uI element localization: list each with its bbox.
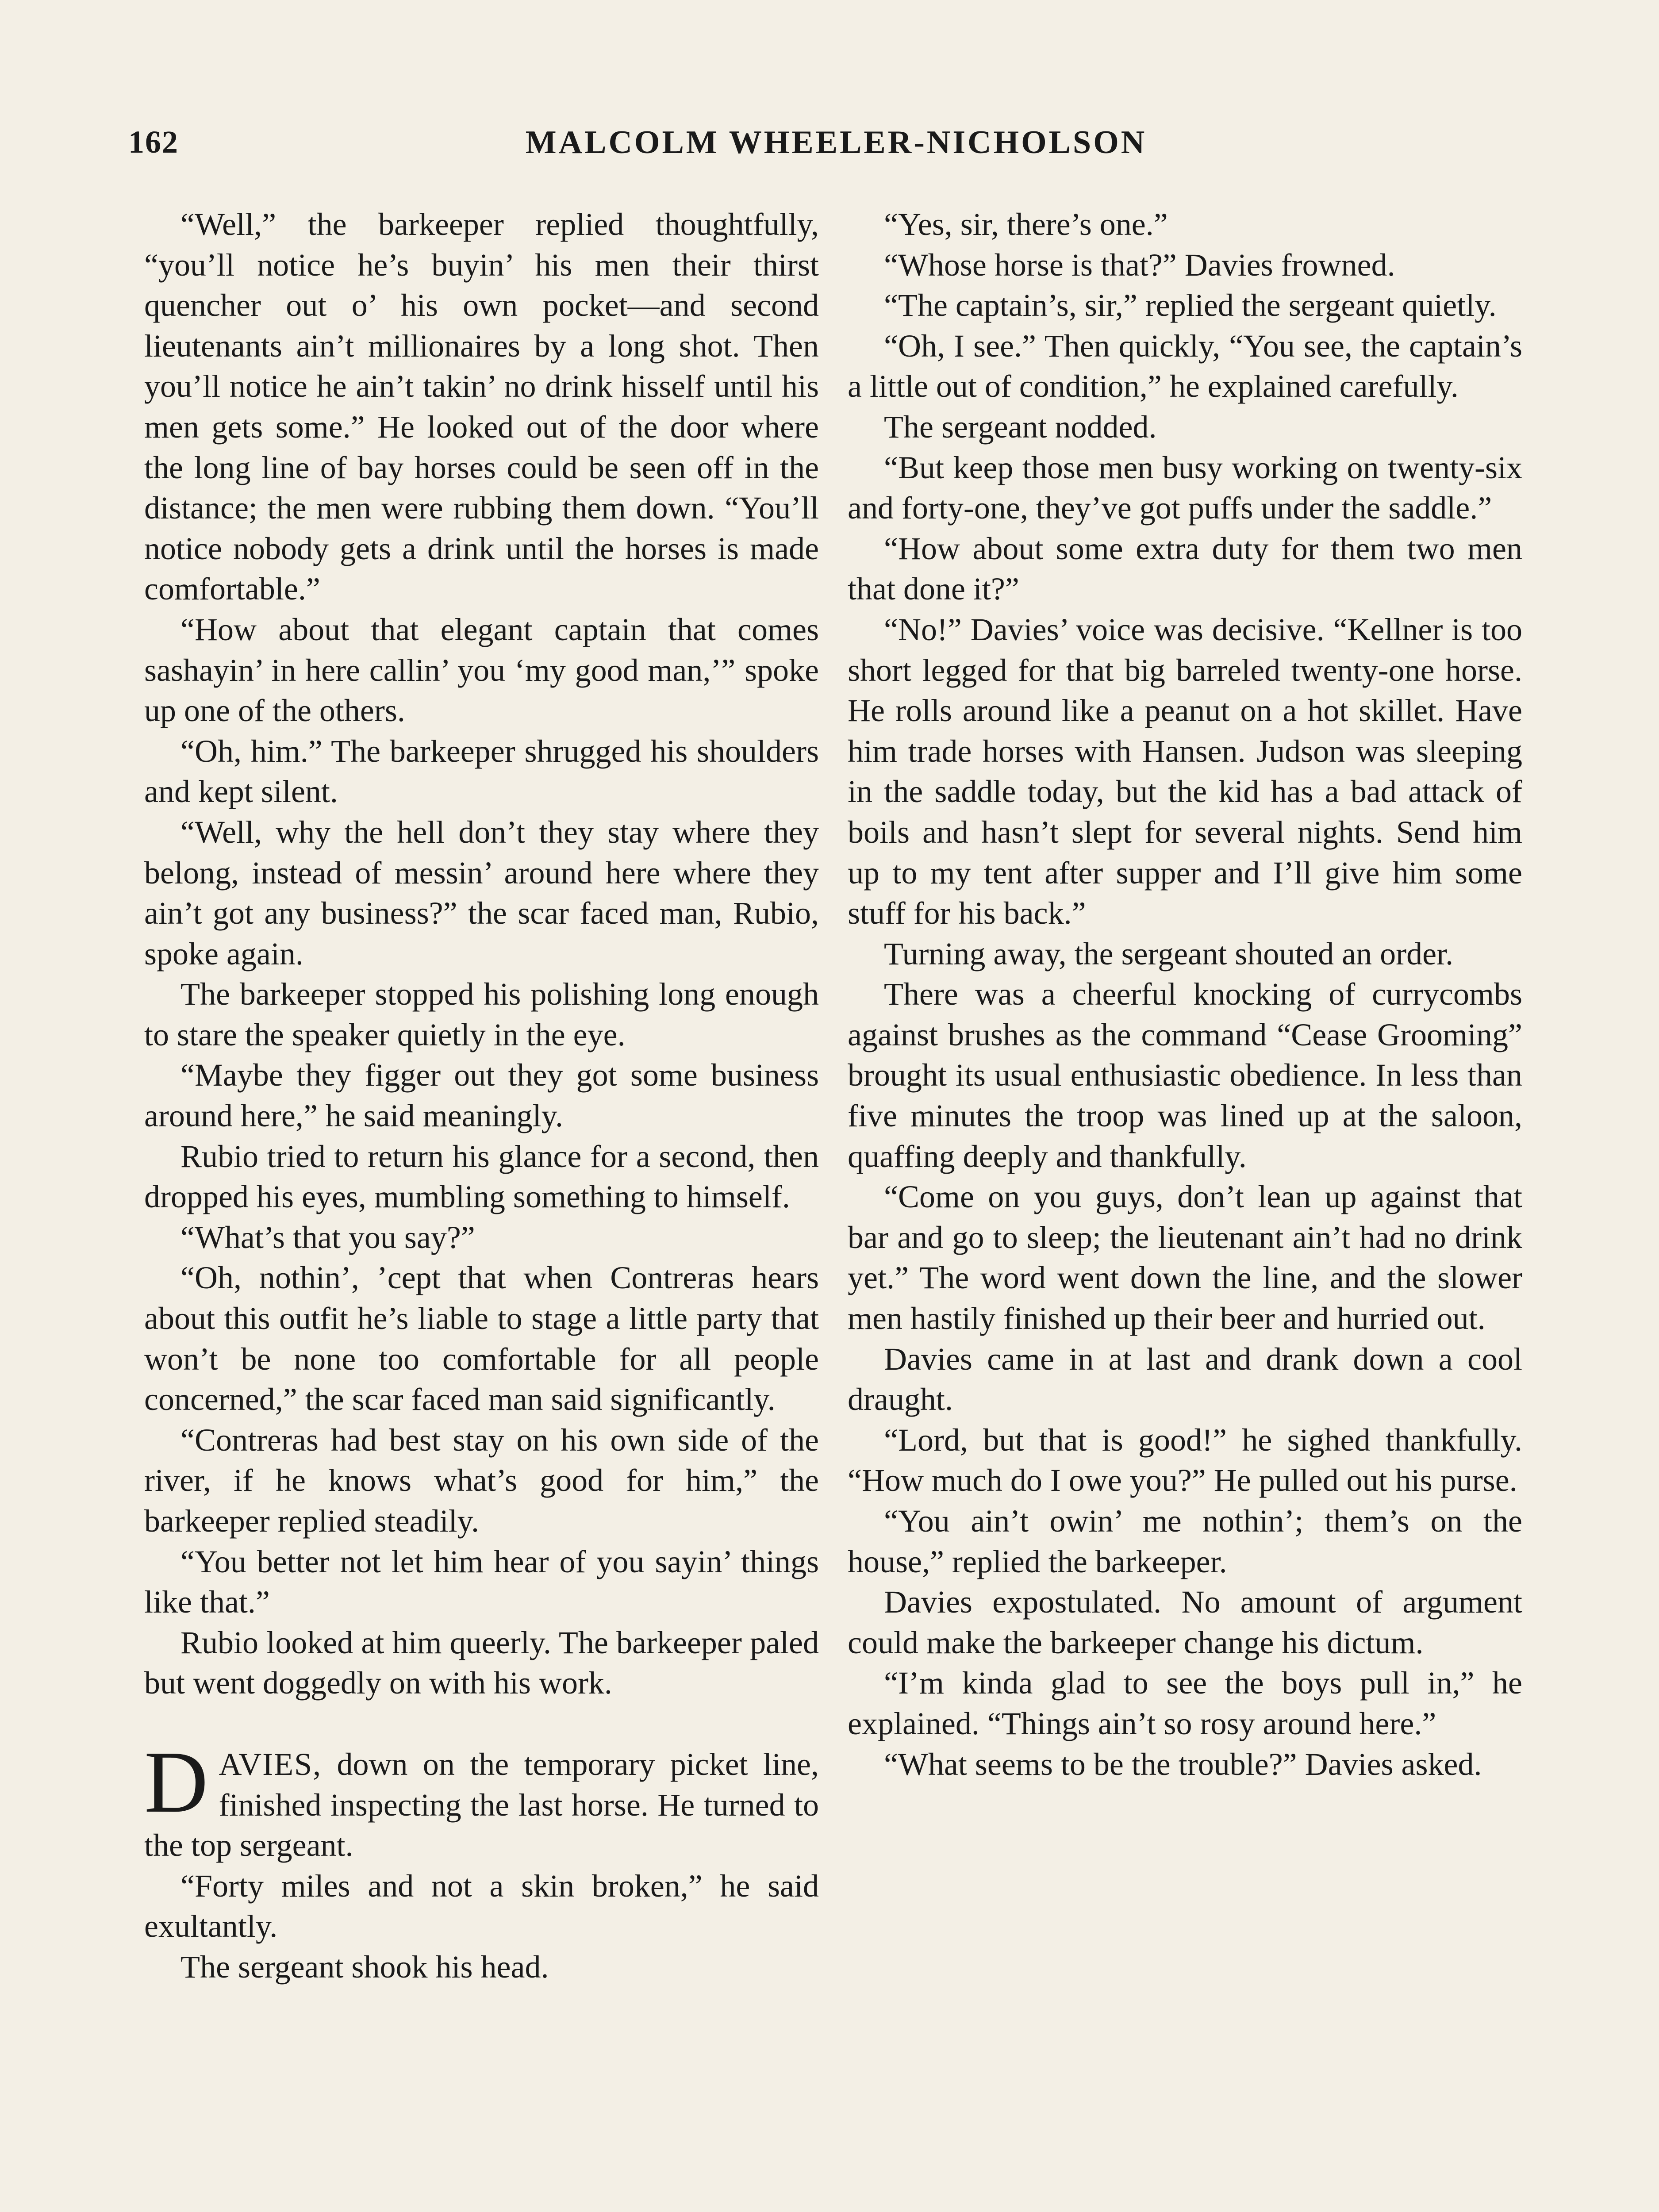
paragraph: Rubio tried to return his glance for a second, then dropped his eyes, mumbling something to himself. [144,1138,819,1215]
paragraph: “Oh, nothin’, ’cept that when Contreras hears about this outfit he’s liable to stage a little party that won’t be none too comfortable for all people concerned,” the scar faced man said significantly. [144,1260,819,1417]
paragraph: The barkeeper stopped his polishing long enough to stare the speaker quietly in the eye. [144,976,819,1052]
paragraph: “I’m kinda glad to see the boys pull in,” he explained. “Things ain’t so rosy around here.” [848,1665,1522,1741]
paragraph: The sergeant shook his head. [180,1949,549,1985]
paragraph: Rubio looked at him queerly. The barkeeper paled but went doggedly on with his work. [144,1624,819,1701]
paragraph: “Lord, but that is good!” he sighed thankfully. “How much do I owe you?” He pulled out his purse. [848,1422,1522,1498]
paragraph: “Maybe they figger out they got some business around here,” he said meaningly. [144,1057,819,1134]
paragraph: “How about that elegant captain that comes sashayin’ in here callin’ you ‘my good man,’” spoke up one of the others. [144,611,819,729]
paragraph: “Yes, sir, there’s one.” [884,207,1168,242]
section-opening-paragraph [144,1733,819,1866]
paragraph: There was a cheerful knocking of currycombs against brushes as the command “Cease Grooming” brought its usual enthusiastic obedience. In less than five minutes the troop was lined up at the saloon, quaffing deeply and thankfully. [848,976,1522,1174]
paragraph: “Oh, I see.” Then quickly, “You see, the captain’s a little out of condition,” he explained carefully. [848,328,1522,404]
left-column [144,204,819,1988]
paragraph: “Well,” the barkeeper replied thoughtfully, “you’ll notice he’s buyin’ his men their thirst quencher out o’ his own pocket—and second lieutenants ain’t millionaires by a long shot. Then you’ll notice he ain’t takin’ no drink hisself until his men gets some.” He looked out of the door where the long line of bay horses could be seen off in the distance; the men were rubbing them down. “You’ll notice nobody gets a drink until the horses is made comfortable.” [144,207,819,607]
paragraph: “What’s that you say?” [180,1219,475,1255]
paragraph: “No!” Davies’ voice was decisive. “Kellner is too short legged for that big barreled twenty-one horse. He rolls around like a peanut on a hot skillet. Have him trade horses with Hansen. Judson was sleeping in the saddle today, but the kid has a bad attack of boils and hasn’t slept for several nights. Send him up to my tent after supper and I’ll give him some stuff for his back.” [848,611,1522,931]
paragraph: “But keep those men busy working on twenty-six and forty-one, they’ve got puffs under the saddle.” [848,449,1522,526]
paragraph: Davies came in at last and drank down a cool draught. [848,1341,1522,1417]
paragraph: “Oh, him.” The barkeeper shrugged his shoulders and kept silent. [144,733,819,810]
paragraph: “Forty miles and not a skin broken,” he said exultantly. [144,1868,819,1944]
section-lead-word: AVIES, [219,1746,322,1782]
paragraph: “Whose horse is that?” Davies frowned. [884,247,1395,283]
running-head: MALCOLM WHEELER-NICHOLSON [525,124,1147,161]
paragraph: Davies expostulated. No amount of argument could make the barkeeper change his dictum. [848,1584,1522,1660]
paragraph: “The captain’s, sir,” replied the sergeant quietly. [884,288,1497,323]
paragraph: “You better not let him hear of you sayin’ things like that.” [144,1544,819,1620]
section-lead-text: down on the temporary picket line, finished inspecting the last horse. He turned to the top sergeant. [144,1746,819,1863]
paragraph: “Come on you guys, don’t lean up against that bar and go to sleep; the lieutenant ain’t had no drink yet.” The word went down the line, and the slower men hastily finished up their beer and hurried out. [848,1179,1522,1336]
page-number: 162 [128,124,179,160]
drop-cap: D [144,1733,208,1831]
page-header [128,124,1544,177]
paragraph: “Well, why the hell don’t they stay where they belong, instead of messin’ around here where they ain’t got any business?” the scar faced man, Rubio, spoke again. [144,814,819,972]
paragraph: “Contreras had best stay on his own side of the river, if he knows what’s good for him,” the barkeeper replied steadily. [144,1422,819,1539]
right-column [848,204,1522,1785]
paragraph: Turning away, the sergeant shouted an order. [884,936,1454,972]
paragraph: “You ain’t owin’ me nothin’; them’s on the house,” replied the barkeeper. [848,1503,1522,1579]
paragraph: “What seems to be the trouble?” Davies asked. [884,1746,1482,1782]
paragraph: “How about some extra duty for them two men that done it?” [848,530,1522,607]
paragraph: The sergeant nodded. [884,409,1157,445]
